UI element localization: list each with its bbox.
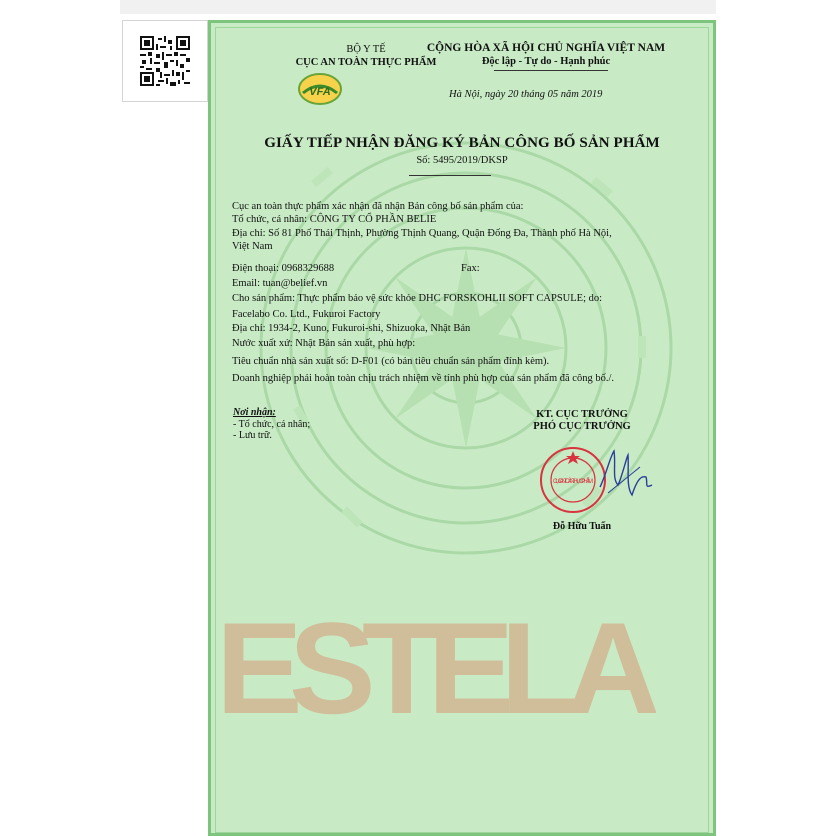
title-underline	[409, 175, 491, 176]
top-bar	[120, 0, 716, 14]
ministry-name: BỘ Y TẾ	[346, 44, 386, 55]
body-product-line1: Cho sản phẩm: Thực phẩm bảo vệ sức khỏe DHC FORSKOHLII SOFT CAPSULE; do:	[232, 293, 603, 304]
body-intro: Cục an toàn thực phẩm xác nhận đã nhận Bản công bố sản phẩm của:	[232, 201, 524, 212]
vfa-logo-text: VFA	[309, 86, 331, 98]
stamp-text: CỤC AN TOÀN THỰC PHẨM	[553, 478, 593, 485]
vfa-logo	[297, 71, 343, 107]
national-motto: Độc lập - Tự do - Hạnh phúc	[481, 56, 611, 67]
issue-date: Hà Nội, ngày 20 tháng 05 năm 2019	[449, 89, 603, 100]
body-product-line3: Địa chỉ: 1934-2, Kuno, Fukuroi-shi, Shizuoka, Nhật Bản	[232, 323, 471, 334]
handwritten-signature	[596, 447, 656, 502]
country-name: CỘNG HÒA XÃ HỘI CHỦ NGHĨA VIỆT NAM	[426, 42, 666, 54]
body-product-line2: Facelabo Co. Ltd., Fukuroi Factory	[232, 309, 381, 320]
document-title: GIẤY TIẾP NHẬN ĐĂNG KÝ BẢN CÔNG BỐ SẢN PHẨM	[264, 135, 660, 151]
qr-code-icon	[137, 36, 193, 86]
certificate-document	[208, 20, 716, 836]
body-email: Email: tuan@belief.vn	[232, 278, 328, 289]
body-origin: Nước xuất xứ: Nhật Bản sản xuất, phù hợp:	[232, 338, 416, 349]
recipients-item: - Tổ chức, cá nhân;	[233, 418, 311, 430]
body-standard: Tiêu chuẩn nhà sản xuất số: D-F01 (có bản tiêu chuẩn sản phẩm đính kèm).	[232, 356, 550, 367]
recipients-heading: Nơi nhận:	[233, 407, 276, 418]
recipients-block	[233, 407, 310, 442]
motto-underline	[494, 70, 608, 71]
body-responsibility: Doanh nghiệp phải hoàn toàn chịu trách nhiệm về tính phù hợp của sản phẩm đã công bố./.	[232, 373, 614, 384]
document-number: Số: 5495/2019/DKSP	[416, 155, 508, 166]
body-organization: Tổ chức, cá nhân: CÔNG TY CỔ PHẦN BELIE	[232, 214, 437, 225]
body-address-line1: Địa chỉ: Số 81 Phố Thái Thịnh, Phường Thịnh Quang, Quận Đống Đa, Thành phố Hà Nội,	[232, 228, 612, 239]
national-header	[401, 41, 691, 69]
qr-code-card	[122, 20, 208, 102]
body-address-line2: Việt Nam	[232, 241, 273, 252]
body-fax: Fax:	[461, 263, 480, 274]
recipients-item: - Lưu trữ.	[233, 430, 272, 441]
signatory-title: KT. CỤC TRƯỞNG	[536, 409, 628, 420]
signatory-name: Đỗ Hữu Tuấn	[552, 521, 612, 532]
watermark-text: ESTELA	[216, 595, 656, 733]
body-phone: Điện thoại: 0968329688	[232, 263, 335, 274]
signatory-position: PHÓ CỤC TRƯỞNG	[533, 421, 631, 432]
estela-watermark	[216, 593, 656, 733]
signatory-block	[507, 409, 657, 433]
agency-name: CỤC AN TOÀN THỰC PHẨM	[295, 57, 437, 68]
